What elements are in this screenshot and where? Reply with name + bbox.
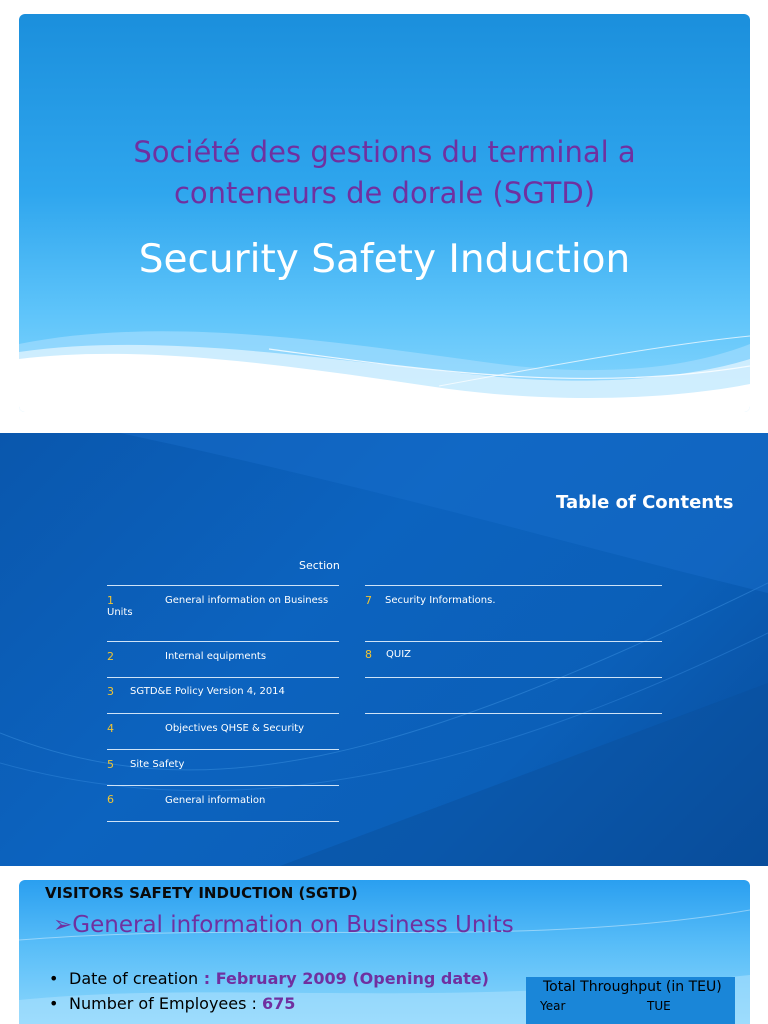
arrow-bullet-icon: ➢ [53, 912, 73, 938]
column-header-tue: TUE [647, 999, 671, 1013]
toc-item-5-label[interactable]: Site Safety [130, 759, 185, 770]
toc-item-number: 7 [365, 594, 372, 607]
toc-item-3[interactable] [107, 686, 114, 699]
toc-section-header: Section [299, 559, 340, 572]
company-name [19, 132, 750, 214]
toc-item-4-label[interactable]: Objectives QHSE & Security [165, 723, 305, 734]
bullet-dot-icon: • [49, 994, 59, 1013]
company-name-line2: conteneurs de dorale (SGTD) [173, 176, 596, 210]
slide-header: VISITORS SAFETY INDUCTION (SGTD) [45, 884, 358, 902]
toc-divider [365, 641, 662, 642]
bullet-label: Date of creation [69, 969, 199, 988]
column-header-year: Year [540, 999, 566, 1013]
general-information-slide [19, 880, 750, 1024]
toc-item-number: 5 [107, 758, 114, 771]
presentation-title: Security Safety Induction [138, 237, 631, 282]
toc-item-number: 3 [107, 685, 114, 698]
bullet-value: 675 [262, 994, 296, 1013]
section-heading-text: General information on Business Units [72, 912, 514, 938]
toc-divider [365, 585, 662, 586]
throughput-table [526, 977, 735, 1024]
bullet-dot-icon: • [49, 969, 59, 988]
toc-divider [107, 713, 339, 714]
toc-item-number: 1 [107, 594, 114, 607]
toc-divider [107, 785, 339, 786]
bullet-number-of-employees [49, 994, 295, 1013]
toc-item-6-label[interactable]: General information [165, 795, 266, 806]
bullet-separator: : [198, 969, 216, 988]
toc-divider [365, 713, 662, 714]
bullet-value: February 2009 (Opening date) [215, 969, 489, 988]
bullet-label: Number of Employees [69, 994, 247, 1013]
toc-item-3-label[interactable]: SGTD&E Policy Version 4, 2014 [130, 686, 285, 697]
toc-item-5[interactable] [107, 759, 114, 772]
title-slide [19, 14, 750, 412]
toc-item-8-label[interactable]: QUIZ [386, 649, 411, 660]
toc-item-number: 6 [107, 793, 114, 806]
toc-item-8[interactable] [365, 649, 372, 662]
toc-item-6[interactable] [107, 794, 114, 807]
throughput-table-title: Total Throughput (in TEU) [543, 979, 722, 995]
toc-item-7[interactable] [365, 595, 372, 608]
toc-divider [365, 677, 662, 678]
toc-divider [107, 585, 339, 586]
toc-item-number: 8 [365, 648, 372, 661]
toc-divider [107, 641, 339, 642]
toc-item-2-label[interactable]: Internal equipments [165, 651, 267, 662]
table-of-contents-slide [0, 433, 768, 866]
toc-item-number: 4 [107, 722, 114, 735]
toc-item-1-label[interactable]: General information on Business [165, 595, 329, 606]
toc-divider [107, 677, 339, 678]
toc-title: Table of Contents [556, 492, 734, 513]
toc-divider [107, 749, 339, 750]
toc-divider [107, 821, 339, 822]
toc-item-7-label[interactable]: Security Informations. [385, 595, 496, 606]
toc-item-4[interactable] [107, 723, 114, 736]
bullet-separator: : [246, 994, 263, 1013]
company-name-line1: Société des gestions du terminal a [133, 135, 636, 169]
section-heading [53, 912, 514, 938]
toc-item-number: 2 [107, 650, 114, 663]
toc-item-2[interactable] [107, 651, 114, 664]
bullet-date-of-creation [49, 969, 489, 988]
toc-item-1-label-continued[interactable]: Units [107, 607, 133, 618]
